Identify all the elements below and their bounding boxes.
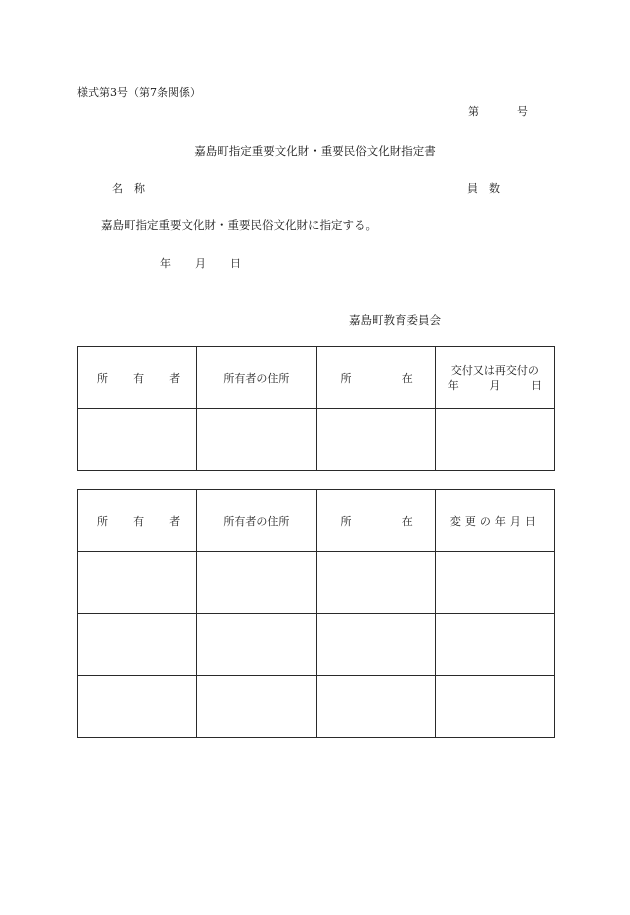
table-row <box>78 676 555 738</box>
header-location <box>316 490 435 552</box>
header-owner-address: 所有者の住所 <box>197 490 316 552</box>
owner-cell[interactable] <box>78 614 197 676</box>
change-date-cell[interactable] <box>435 676 554 738</box>
change-date-cell[interactable] <box>435 552 554 614</box>
header-owner <box>78 347 197 409</box>
header-owner-address: 所有者の住所 <box>197 347 316 409</box>
header-issue-line-1: 交付又は再交付の <box>450 363 539 377</box>
ownership-change-table <box>77 489 555 738</box>
change-table-header-row <box>78 490 555 552</box>
header-issue-line-2 <box>448 378 542 393</box>
owner-address-cell[interactable] <box>197 552 316 614</box>
owner-cell[interactable] <box>78 409 197 471</box>
date-month: 月 <box>195 257 206 270</box>
location-cell[interactable] <box>316 676 435 738</box>
header-owner-char-2: 有 <box>133 514 145 528</box>
header-location <box>316 347 435 409</box>
name-char-1: 名 <box>112 182 123 195</box>
document-number <box>468 103 528 119</box>
doc-number-suffix: 号 <box>517 105 528 118</box>
name-char-2: 称 <box>134 182 145 195</box>
count-label <box>467 180 500 196</box>
owner-cell[interactable] <box>78 552 197 614</box>
location-cell[interactable] <box>316 409 435 471</box>
header-owner-char-1: 所 <box>97 371 108 385</box>
date-day: 日 <box>230 257 241 270</box>
header-owner-char-3: 者 <box>169 514 181 528</box>
header-owner-char-3: 者 <box>169 371 181 385</box>
header-location-char-1: 所 <box>340 371 352 385</box>
header-issue-day: 日 <box>531 378 542 392</box>
header-owner <box>78 490 197 552</box>
header-location-char-2: 在 <box>401 514 413 528</box>
date-line <box>160 255 241 271</box>
owner-address-cell[interactable] <box>197 614 316 676</box>
table-row <box>78 614 555 676</box>
header-owner-char-2: 有 <box>133 371 145 385</box>
header-issue-year: 年 <box>447 378 459 392</box>
table-row <box>78 552 555 614</box>
form-number: 様式第3号（第7条関係） <box>77 86 201 99</box>
header-change-date: 変更の年月日 <box>435 490 554 552</box>
owner-address-cell[interactable] <box>197 409 316 471</box>
header-issue-month: 月 <box>489 378 501 392</box>
count-char-2: 数 <box>489 182 500 195</box>
owner-table-header-row <box>78 347 555 409</box>
change-date-cell[interactable] <box>435 614 554 676</box>
doc-number-prefix: 第 <box>468 105 479 118</box>
owner-table <box>77 346 555 471</box>
header-location-char-2: 在 <box>401 371 413 385</box>
issuer-name: 嘉島町教育委員会 <box>349 313 441 327</box>
date-year: 年 <box>160 257 171 270</box>
document-title: 嘉島町指定重要文化財・重要民俗文化財指定書 <box>194 144 436 158</box>
owner-address-cell[interactable] <box>197 676 316 738</box>
owner-cell[interactable] <box>78 676 197 738</box>
location-cell[interactable] <box>316 552 435 614</box>
designation-statement: 嘉島町指定重要文化財・重要民俗文化財に指定する。 <box>101 218 377 232</box>
name-label <box>112 180 145 196</box>
header-owner-char-1: 所 <box>97 514 108 528</box>
table-row <box>78 409 555 471</box>
issue-date-cell[interactable] <box>435 409 554 471</box>
count-char-1: 員 <box>467 182 478 195</box>
location-cell[interactable] <box>316 614 435 676</box>
header-issue-date <box>435 347 554 409</box>
header-location-char-1: 所 <box>340 514 352 528</box>
